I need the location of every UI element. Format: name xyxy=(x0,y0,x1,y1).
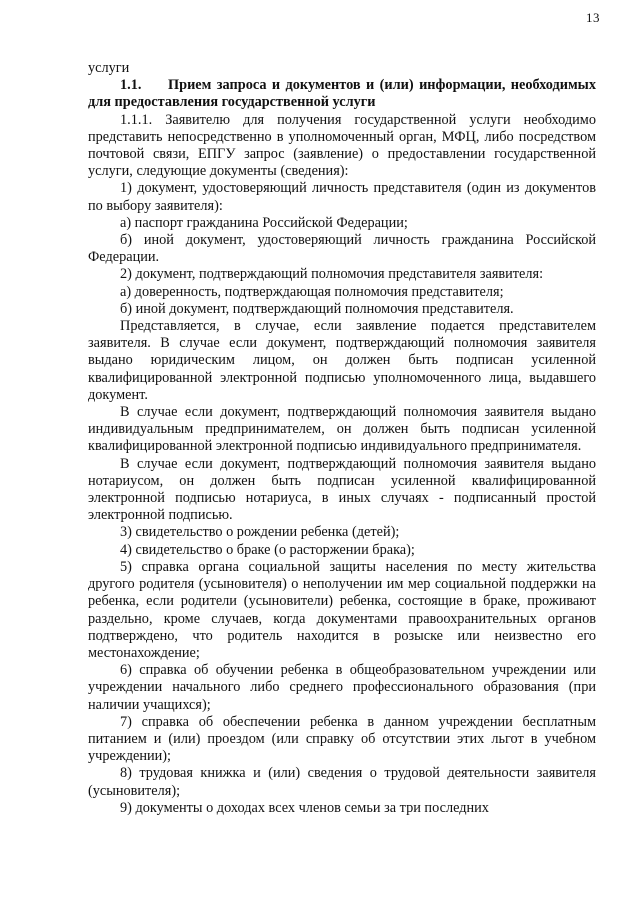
list-subitem-2a: а) доверенность, подтверждающая полномочия представителя; xyxy=(120,283,504,300)
list-item-9: 9) документы о доходах всех членов семьи за три последних xyxy=(120,799,489,816)
list-item-2: 2) документ, подтверждающий полномочия представителя заявителя: xyxy=(120,266,544,283)
paragraph-representative-legal-entity: Представляется, в случае, если заявление подается представителем заявителя. В случае если документ, подтверждающий полномочия заявителя выдано юридическим лицом, он должен быть подписан усиленной квалифицированной электронной подписью уполномоченного лица, выдавшего документ. xyxy=(88,318,596,403)
paragraph-representative-entrepreneur: В случае если документ, подтверждающий полномочия заявителя выдано индивидуальным предпринимателем, он должен быть подписан усиленной квалифицированной электронной подписью индивидуального предпринимателя. xyxy=(88,404,596,455)
list-item-5: 5) справка органа социальной защиты населения по месту жительства другого родителя (усыновителя) о неполучении им мер социальной поддержки на ребенка, если родители (усыновители) ребенка, состоящие в браке, проживают раздельно, кроме случаев, когда документами правоохранительных органов подтверждено, что родитель находится в розыске или неизвестно его местонахождение; xyxy=(88,558,596,661)
section-heading xyxy=(88,77,596,111)
section-title: Прием запроса и документов и (или) информации, необходимых для предоставления государственной услуги xyxy=(88,77,596,111)
document-body xyxy=(88,60,596,817)
paragraph-representative-notary: В случае если документ, подтверждающий полномочия заявителя выдано нотариусом, он должен быть подписан усиленной квалифицированной электронной подписью нотариуса, в иных случаях - подписанный простой электронной подписью. xyxy=(88,455,596,524)
list-item-6: 6) справка об обучении ребенка в общеобразовательном учреждении или учреждении начального либо среднего профессионального образования (при наличии учащихся); xyxy=(88,662,596,713)
section-number: 1.1. xyxy=(120,77,142,94)
list-subitem-1a: а) паспорт гражданина Российской Федерации; xyxy=(120,214,408,231)
list-item-8: 8) трудовая книжка и (или) сведения о трудовой деятельности заявителя (усыновителя); xyxy=(88,765,596,799)
paragraph-1-1-1: 1.1.1. Заявителю для получения государственной услуги необходимо представить непосредственно в уполномоченный орган, МФЦ, либо посредством почтовой связи, ЕПГУ запрос (заявление) о предоставлении государственной услуги, следующие документы (сведения): xyxy=(88,111,596,180)
list-item-3: 3) свидетельство о рождении ребенка (детей); xyxy=(120,524,400,541)
list-subitem-2b: б) иной документ, подтверждающий полномочия представителя. xyxy=(120,300,514,317)
page-number: 13 xyxy=(586,10,600,25)
list-item-1: 1) документ, удостоверяющий личность представителя (один из документов по выбору заявителя): xyxy=(88,180,596,214)
list-subitem-1b: б) иной документ, удостоверяющий личность гражданина Российской Федерации. xyxy=(88,232,596,266)
continued-text-fragment: услуги xyxy=(88,60,130,76)
list-item-4: 4) свидетельство о браке (о расторжении брака); xyxy=(120,541,415,558)
list-item-7: 7) справка об обеспечении ребенка в данном учреждении бесплатным питанием и (или) проездом (или справку об отсутствии этих льгот в учебном учреждении); xyxy=(88,713,596,765)
